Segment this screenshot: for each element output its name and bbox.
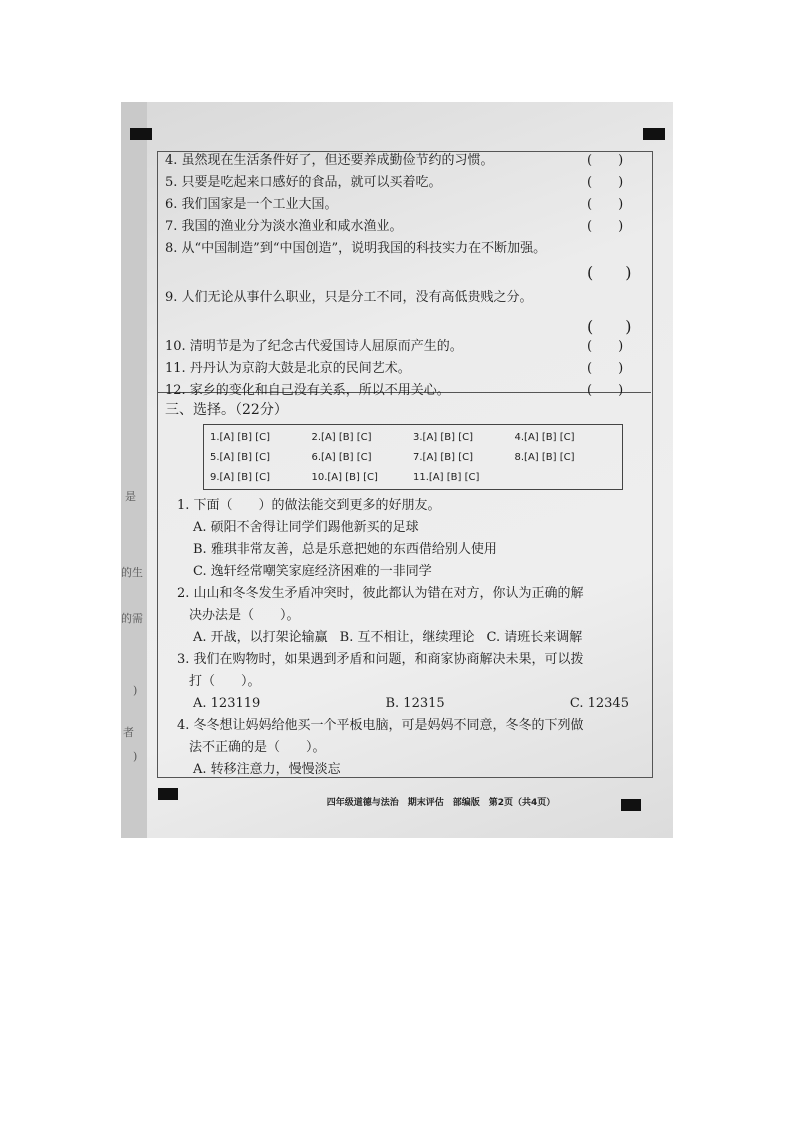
question-stem-cont: 打（ ）。	[189, 674, 261, 689]
judgment-item: 9. 人们无论从事什么职业，只是分工不同，没有高低贵贱之分。	[165, 290, 533, 305]
question-stem: 2. 山山和冬冬发生矛盾冲突时，彼此都认为错在对方，你认为正确的解	[177, 586, 584, 601]
answer-sheet-cell[interactable]: 5.[A] [B] [C]	[210, 452, 270, 463]
option: B. 12315	[385, 696, 445, 711]
registration-mark-bottom-right	[621, 799, 641, 811]
question-stem: 1. 下面（ ）的做法能交到更多的好朋友。	[177, 498, 441, 513]
answer-sheet-cell[interactable]: 8.[A] [B] [C]	[514, 452, 575, 463]
option: C. 12345	[569, 696, 629, 711]
judgment-item: 10. 清明节是为了纪念古代爱国诗人屈原而产生的。 ( )	[165, 339, 624, 354]
answer-sheet	[203, 424, 623, 490]
option-row	[177, 627, 637, 649]
edge-fragment: )	[133, 750, 138, 763]
edge-fragment: 是	[125, 490, 136, 503]
page-footer: 四年级道德与法治 期末评估 部编版 第2页（共4页）	[326, 798, 556, 808]
answer-parenthesis: ( )	[587, 317, 632, 336]
section-title: 三、选择。（22分）	[165, 402, 288, 418]
option: C. 逸轩经常嘲笑家庭经济困难的一非同学	[193, 564, 432, 579]
registration-mark-top-left	[130, 128, 152, 140]
question-stem-cont: 决办法是（ ）。	[189, 608, 300, 623]
question-stem: 4. 冬冬想让妈妈给他买一个平板电脑，可是妈妈不同意，冬冬的下列做	[177, 718, 584, 733]
answer-sheet-cell[interactable]: 2.[A] [B] [C]	[311, 432, 372, 443]
answer-sheet-cell[interactable]: 6.[A] [B] [C]	[311, 452, 372, 463]
question-stem: 3. 我们在购物时，如果遇到矛盾和问题，和商家协商解决未果，可以拨	[177, 652, 584, 667]
edge-fragment: )	[133, 684, 138, 697]
option-row	[177, 693, 637, 715]
judgment-item: 6. 我们国家是一个工业大国。 ( )	[165, 197, 624, 212]
judgment-item: 4. 虽然现在生活条件好了，但还要养成勤俭节约的习惯。 ( )	[165, 153, 624, 168]
judgment-item: 11. 丹丹认为京韵大鼓是北京的民间艺术。 ( )	[165, 361, 624, 376]
answer-sheet-cell[interactable]: 10.[A] [B] [C]	[311, 472, 378, 483]
option: A. 123119	[193, 696, 261, 711]
exam-page-photo	[121, 102, 673, 838]
judgment-list	[165, 150, 635, 402]
registration-mark-top-right	[643, 128, 665, 140]
question-stem-cont: 法不正确的是（ ）。	[189, 740, 326, 755]
option: A. 开战，以打架论输赢	[193, 630, 328, 645]
edge-fragment: 的需	[121, 612, 143, 625]
answer-parenthesis: ( )	[587, 263, 632, 282]
answer-sheet-cell[interactable]: 9.[A] [B] [C]	[210, 472, 270, 483]
option: C. 请班长来调解	[486, 630, 583, 645]
judgment-item: 12. 家乡的变化和自己没有关系，所以不用关心。 ( )	[165, 383, 624, 398]
option: A. 转移注意力，慢慢淡忘	[193, 762, 341, 777]
answer-sheet-cell	[515, 469, 617, 486]
judgment-item: 8. 从“中国制造”到“中国创造”，说明我国的科技实力在不断加强。	[165, 241, 547, 256]
choice-questions	[177, 495, 637, 781]
answer-sheet-cell[interactable]: 11.[A] [B] [C]	[413, 472, 480, 483]
answer-sheet-cell[interactable]: 1.[A] [B] [C]	[210, 432, 270, 443]
judgment-item: 5. 只要是吃起来口感好的食品，就可以买着吃。 ( )	[165, 175, 624, 190]
edge-fragment: 的生	[121, 566, 143, 579]
edge-fragment: 者	[123, 726, 134, 739]
option: B. 互不相让，继续理论	[339, 630, 475, 645]
option: B. 雅琪非常友善，总是乐意把她的东西借给别人使用	[193, 542, 497, 557]
answer-sheet-cell[interactable]: 4.[A] [B] [C]	[514, 432, 575, 443]
answer-sheet-cell[interactable]: 3.[A] [B] [C]	[413, 432, 473, 443]
registration-mark-bottom-left	[158, 788, 178, 800]
answer-sheet-cell[interactable]: 7.[A] [B] [C]	[413, 452, 473, 463]
judgment-item: 7. 我国的渔业分为淡水渔业和咸水渔业。 ( )	[165, 219, 624, 234]
option: A. 硕阳不舍得让同学们踢他新买的足球	[193, 520, 419, 535]
